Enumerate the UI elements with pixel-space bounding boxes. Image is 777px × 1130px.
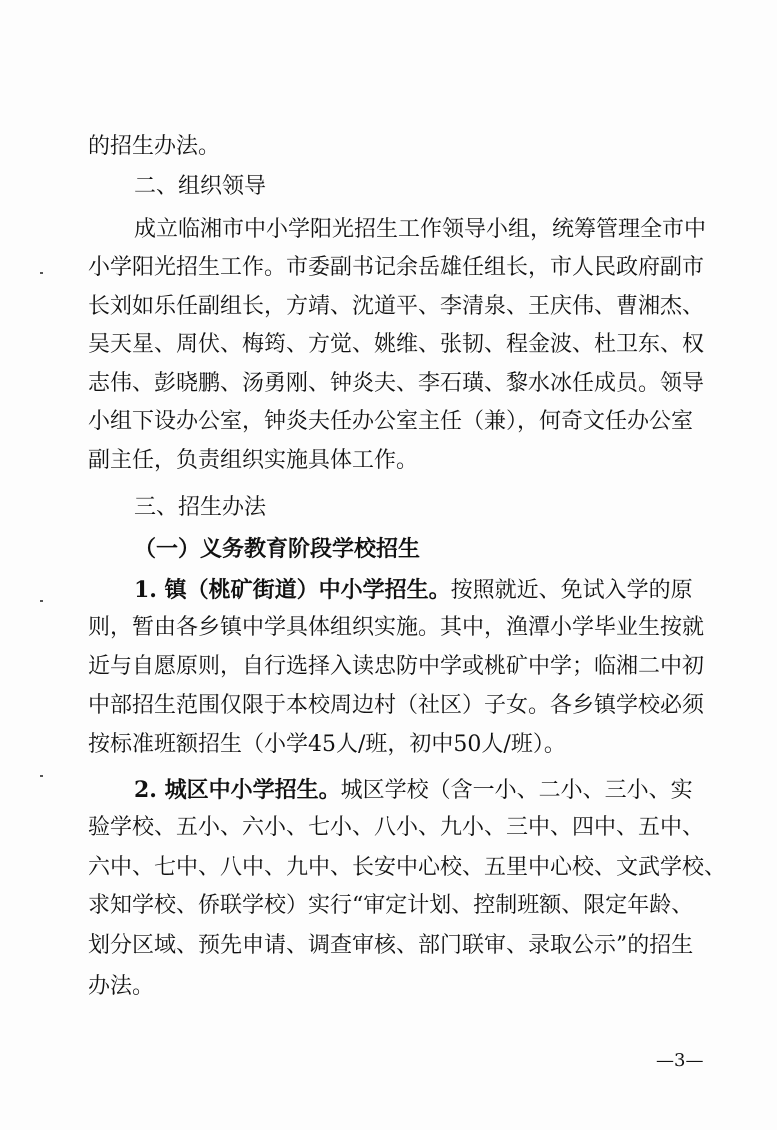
text-span: 按照就近、免试入学的原 [450,578,693,603]
text-line: 办法。 [88,974,155,999]
text-line [134,775,693,805]
section-heading: 二、组织领导 [134,174,267,199]
text-line: 按标准班额招生（小学45人/班，初中50人/班）。 [88,732,566,757]
text-line: 则，暂由各乡镇中学具体组织实施。其中，渔潭小学毕业生按就 [88,615,705,640]
scan-speck [40,272,43,274]
text-line: 中部招生范围仅限于本校周边村（社区）子女。各乡镇学校必须 [88,693,705,718]
text-line: 小组下设办公室，钟炎夫任办公室主任（兼），何奇文任办公室 [88,409,694,434]
text-line: 长刘如乐任副组长，方靖、沈道平、李清泉、王庆伟、曹湘杰、 [88,294,705,319]
text-line: 六中、七中、八中、九中、长安中心校、五里中心校、文武学校、 [88,855,727,880]
text-line [134,575,693,605]
subsection-heading: （一）义务教育阶段学校招生 [134,536,421,562]
text-line: 小学阳光招生工作。市委副书记余岳雄任组长，市人民政府副市 [88,255,705,280]
text-line: 吴天星、周伏、梅筠、方觉、姚维、张韧、程金波、杜卫东、权 [88,332,705,357]
text-line: 成立临湘市中小学阳光招生工作领导小组，统筹管理全市中 [134,217,707,242]
scan-speck [40,600,43,602]
item-heading: 1. 镇（桃矿街道）中小学招生。 [134,577,451,603]
text-line: 副主任，负责组织实施具体工作。 [88,448,419,473]
text-line: 的招生办法。 [88,134,221,159]
item-heading: 2. 城区中小学招生。 [134,777,341,803]
text-line: 求知学校、侨联学校）实行“审定计划、控制班额、限定年龄、 [88,893,694,918]
text-line: 志伟、彭晓鹏、汤勇刚、钟炎夫、李石璜、黎水冰任成员。领导 [88,371,705,396]
text-span: 城区学校（含一小、二小、三小、实 [340,778,693,803]
text-line: 近与自愿原则，自行选择入读忠防中学或桃矿中学；临湘二中初 [88,654,705,679]
scan-speck [40,775,43,777]
section-heading: 三、招生办法 [134,495,267,520]
text-line: 验学校、五小、六小、七小、八小、九小、三中、四中、五中、 [88,815,705,840]
text-line: 划分区域、预先申请、调查审核、部门联审、录取公示”的招生 [88,933,694,958]
page-number: —3— [656,1050,704,1071]
